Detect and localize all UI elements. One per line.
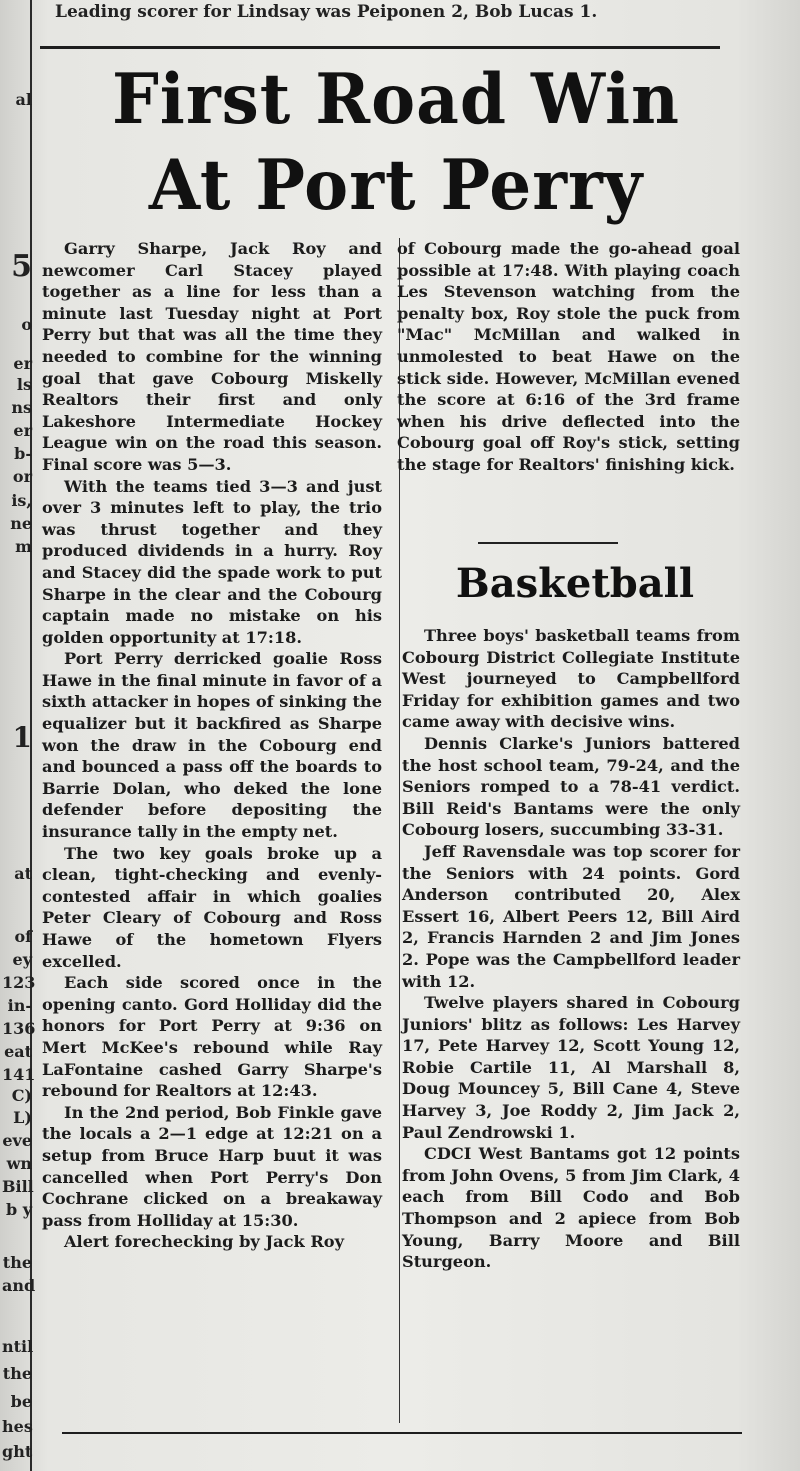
- article-paragraph: With the teams tied 3—3 and just over 3 minutes left to play, the trio was thrust together and they produced dividends in a hurry. Roy and Stacey did the spade work to put Sharpe in the clear and the Cobourg captain made no mistake on his golden opportunity at 17:18.: [42, 476, 382, 647]
- bottom-rule: [62, 1432, 742, 1434]
- article-paragraph: Port Perry derricked goalie Ross Hawe in the final minute in favor of a sixth attacker in hopes of sinking the equalizer but it backfired as Sharpe won the draw in the Cobourg end and bounced a pass off the boards to Barrie Dolan, who deked the lone defender before depositing the insurance tally in the empty net.: [42, 649, 382, 842]
- article-paragraph: The two key goals broke up a clean, tight-checking and evenly-contested affair in which goalies Peter Cleary of Cobourg and Ross Hawe of the hometown Flyers excelled.: [42, 843, 382, 971]
- section-divider-rule: [478, 542, 618, 544]
- fragment-text: ntil: [2, 1337, 34, 1356]
- fragment-text: eat: [4, 1042, 32, 1061]
- fragment-text: in-: [7, 996, 32, 1015]
- fragment-text: the: [2, 1364, 32, 1383]
- fragment-text: hes: [2, 1417, 33, 1436]
- fragment-text: the: [2, 1253, 32, 1272]
- fragment-text: 1: [12, 721, 32, 754]
- fragment-text: is,: [11, 491, 32, 510]
- fragment-text: er: [13, 421, 32, 440]
- fragment-text: ght: [2, 1442, 33, 1461]
- basketball-article: [402, 625, 740, 1273]
- fragment-text: Bill: [2, 1177, 34, 1196]
- article-paragraph: Alert forechecking by Jack Roy: [64, 1232, 344, 1252]
- article-right-column: [397, 238, 740, 476]
- article-paragraph: Garry Sharpe, Jack Roy and newcomer Carl Stacey played together as a line for less than a minute last Tuesday night at Port Perry but that was all the time they needed to combine for the winning goal that gave Cobourg Miskelly Realtors their first and only Lakeshore Intermediate Hockey League win on the road this season. Final score was 5—3.: [42, 239, 382, 474]
- fragment-text: 123: [2, 973, 36, 992]
- article-paragraph: In the 2nd period, Bob Finkle gave the locals a 2—1 edge at 12:21 on a setup from Bruce Harp buut it was cancelled when Port Perry's Don Cochrane clicked on a breakaway pass from Holliday at 15:30.: [42, 1102, 382, 1230]
- fragment-text: ne: [10, 514, 32, 533]
- fragment-text: ey: [12, 950, 32, 969]
- fragment-text: b y: [5, 1200, 32, 1219]
- fragment-text: L): [13, 1108, 32, 1127]
- fragment-text: ls: [16, 375, 32, 394]
- fragment-text: C): [11, 1086, 32, 1105]
- basketball-paragraph: Dennis Clarke's Juniors battered the host school team, 79-24, and the Seniors romped to a 78-41 verdict. Bill Reid's Bantams were the only Cobourg losers, succumbing 33-31.: [402, 733, 740, 840]
- previous-article-closing-line: Leading scorer for Lindsay was Peiponen 2, Bob Lucas 1.: [55, 2, 598, 22]
- basketball-paragraph: CDCI West Bantams got 12 points from John Ovens, 5 from Jim Clark, 4 each from Bill Codo and Bob Thompson and 2 apiece from Bob Young, Barry Moore and Bill Sturgeon.: [402, 1144, 740, 1272]
- basketball-paragraph: Three boys' basketball teams from Cobourg District Collegiate Institute West journeyed to Campbellford Friday for exhibition games and two came away with decisive wins.: [402, 626, 740, 732]
- fragment-text: b-: [14, 444, 32, 463]
- article-paragraph: of Cobourg made the go-ahead goal possible at 17:48. With playing coach Les Stevenson watching from the penalty box, Roy stole the puck from "Mac" McMillan and walked in unmolested to beat Hawe on the stick side. However, McMillan evened the score at 6:16 of the 3rd frame when his drive deflected into the Cobourg goal off Roy's stick, setting the stage for Realtors' finishing kick.: [397, 239, 740, 474]
- fragment-text: 136: [2, 1019, 36, 1038]
- fragment-text: ns: [11, 398, 32, 417]
- fragment-text: 141: [2, 1065, 36, 1084]
- headline-top-rule: [40, 46, 720, 49]
- article-paragraph: Each side scored once in the opening canto. Gord Holliday did the honors for Port Perry at 9:36 on Mert McKee's rebound while Ray LaFontaine cashed Garry Sharpe's rebound for Realtors at 12:43.: [42, 973, 382, 1101]
- basketball-paragraph: Jeff Ravensdale was top scorer for the Seniors with 24 points. Gord Anderson contributed 20, Alex Essert 16, Albert Peers 12, Bill Aird 2, Francis Harnden 2 and Jim Jones 2. Pope was the Campbellford leader with 12.: [402, 841, 740, 991]
- fragment-text: of: [14, 927, 32, 946]
- headline-line-2: At Port Perry: [148, 144, 644, 226]
- fragment-text: at: [14, 864, 32, 883]
- headline-line-1: First Road Win: [111, 58, 681, 140]
- basketball-paragraph: Twelve players shared in Cobourg Juniors' blitz as follows: Les Harvey 17, Pete Harvey 12, Scott Young 12, Robie Cartile 11, Al Marshall 8, Doug Mouncey 5, Bill Cane 4, Steve Harvey 3, Joe Roddy 2, Jim Jack 2, Paul Zendrowski 1.: [402, 993, 740, 1142]
- fragment-text: wn: [6, 1154, 32, 1173]
- fragment-text: m: [15, 537, 32, 556]
- fragment-text: or: [12, 467, 32, 486]
- fragment-text: o: [21, 315, 32, 334]
- fragment-text: be: [10, 1392, 32, 1411]
- fragment-text: and: [2, 1276, 36, 1295]
- fragment-text: eve: [2, 1131, 32, 1150]
- basketball-heading: Basketball: [455, 560, 695, 607]
- fragment-text: al: [15, 90, 32, 109]
- fragment-text: 5: [11, 249, 32, 284]
- fragment-text: er: [13, 354, 32, 373]
- article-left-column: [42, 238, 382, 1253]
